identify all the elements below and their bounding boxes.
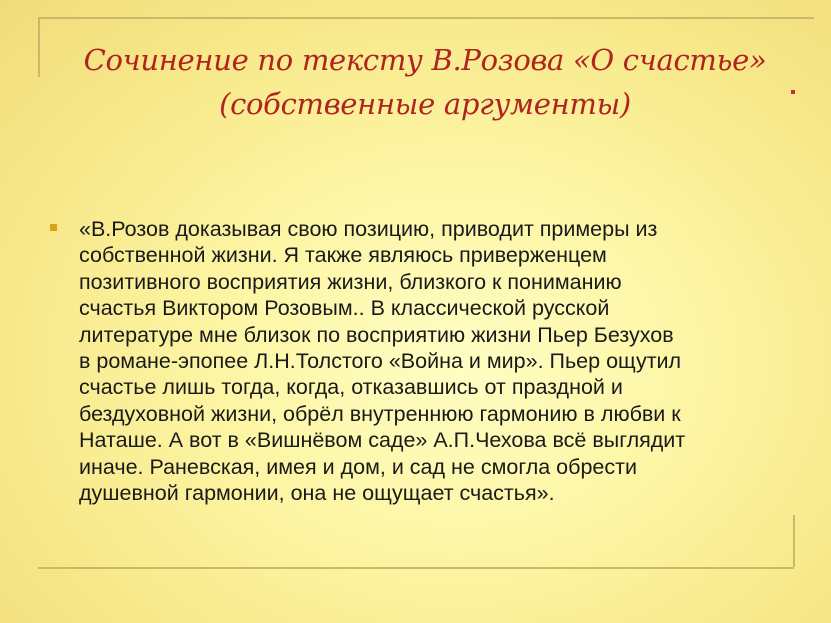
body-line: Наташе. А вот в «Вишнёвом саде» А.П.Чехова всё выглядит xyxy=(79,428,686,453)
body-line: позитивного восприятия жизни, близкого к пониманию xyxy=(79,269,622,294)
body-line: иначе. Раневская, имея и дом, и сад не смогла обрести xyxy=(79,454,637,479)
body-line: счастье лишь тогда, когда, отказавшись от праздной и xyxy=(79,375,623,400)
body-line: в романе-эпопее Л.Н.Толстого «Война и мир». Пьер ощутил xyxy=(79,349,682,374)
frame-line-right xyxy=(793,515,795,567)
body-line: «В.Розов доказывая свою позицию, приводит примеры из xyxy=(79,217,658,241)
body-line: собственной жизни. Я также являюсь приверженцем xyxy=(79,243,607,268)
body-line: счастья Виктором Розовым.. В классической русской xyxy=(79,296,610,321)
bullet-icon xyxy=(50,224,57,231)
body-line: бездуховной жизни, обрёл внутреннюю гармонию в любви к xyxy=(79,401,681,426)
bullet-text xyxy=(79,216,795,506)
slide-title-line: Сочинение по тексту В.Розова «О счастье» xyxy=(83,43,767,77)
frame-line-bottom xyxy=(38,567,794,569)
slide-title xyxy=(40,38,810,126)
body-line: душевной гармонии, она не ощущает счастья». xyxy=(79,481,555,506)
slide-title-line: (собственные аргументы) xyxy=(219,87,631,121)
body-line: литературе мне близок по восприятию жизни Пьер Безухов xyxy=(79,322,674,347)
frame-line-top xyxy=(38,17,814,19)
